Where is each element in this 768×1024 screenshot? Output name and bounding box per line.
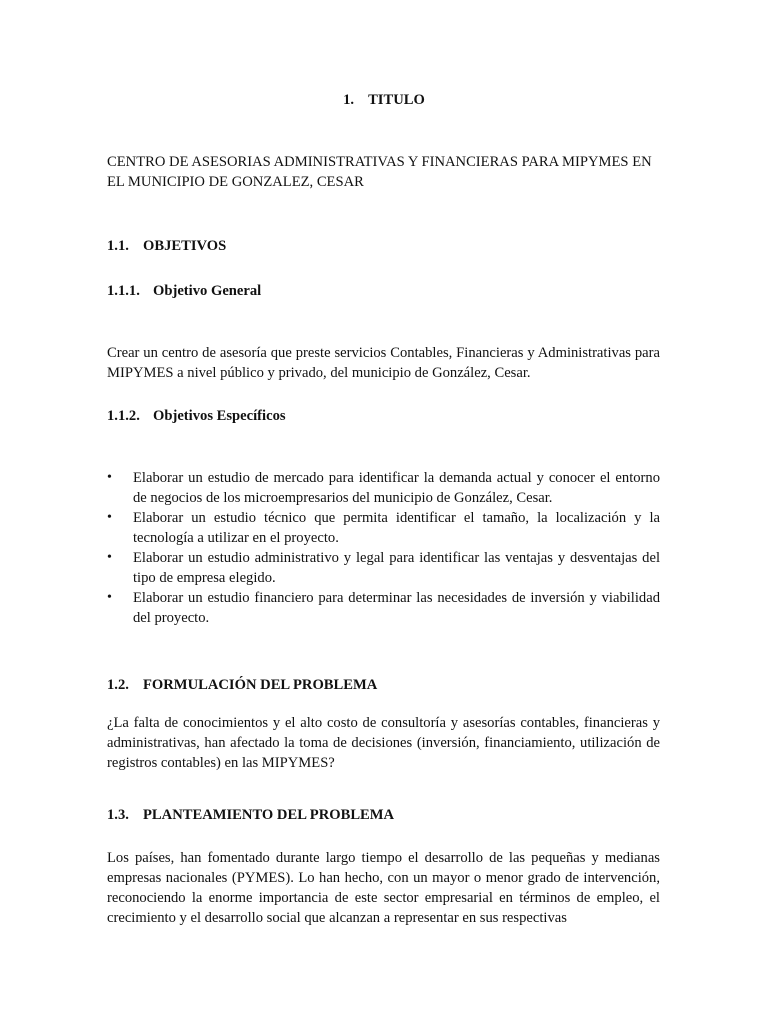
list-item-text: Elaborar un estudio de mercado para identificar la demanda actual y conocer el entorno de negocios de los microempresarios del municipio de González, Cesar. (133, 470, 660, 506)
bullet-icon: • (107, 470, 112, 485)
heading-objetivos-number: 1.1. (107, 238, 129, 254)
heading-formulacion-text: FORMULACIÓN DEL PROBLEMA (143, 677, 378, 693)
heading-objetivos-text: OBJETIVOS (143, 238, 227, 254)
heading-formulacion (107, 675, 660, 695)
heading-objetivo-general (107, 281, 660, 301)
problem-statement-paragraph: Los países, han fomentado durante largo tiempo el desarrollo de las pequeñas y medianas empresas nacionales (PYMES). Lo han hecho, con un mayor o menor grado de intervención, reconociendo la enorme importancia de este sector empresarial en términos de empleo, el crecimiento y el desarrollo social que alcanzan a representar en sus respectivas (107, 850, 660, 926)
project-title: CENTRO DE ASESORIAS ADMINISTRATIVAS Y FINANCIERAS PARA MIPYMES EN EL MUNICIPIO DE GONZALEZ, CESAR (107, 154, 652, 190)
list-item (107, 508, 660, 548)
heading-planteamiento (107, 805, 660, 825)
heading-formulacion-number: 1.2. (107, 677, 129, 693)
specific-objectives-list (107, 468, 660, 628)
general-objective-paragraph: Crear un centro de asesoría que preste servicios Contables, Financieras y Administrativas para MIPYMES a nivel público y privado, del municipio de González, Cesar. (107, 345, 660, 381)
heading-planteamiento-number: 1.3. (107, 807, 129, 823)
heading-objetivos-especificos (107, 406, 660, 426)
main-title (0, 90, 768, 110)
heading-objetivos-especificos-number: 1.1.2. (107, 408, 140, 424)
heading-objetivo-general-number: 1.1.1. (107, 283, 140, 299)
list-item-text: Elaborar un estudio administrativo y legal para identificar las ventajas y desventajas del tipo de empresa elegido. (133, 550, 660, 586)
main-title-text: TITULO (368, 92, 425, 108)
list-item (107, 588, 660, 628)
list-item-text: Elaborar un estudio financiero para determinar las necesidades de inversión y viabilidad del proyecto. (133, 590, 660, 626)
main-title-number: 1. (343, 92, 355, 108)
heading-objetivos-especificos-text: Objetivos Específicos (153, 408, 286, 424)
list-item (107, 548, 660, 588)
bullet-icon: • (107, 510, 112, 525)
list-item-text: Elaborar un estudio técnico que permita identificar el tamaño, la localización y la tecnología a utilizar en el proyecto. (133, 510, 660, 546)
bullet-icon: • (107, 590, 112, 605)
list-item (107, 468, 660, 508)
problem-question-paragraph: ¿La falta de conocimientos y el alto costo de consultoría y asesorías contables, financieras y administrativas, han afectado la toma de decisiones (inversión, financiamiento, utilización de registros contables) en las MIPYMES? (107, 715, 660, 771)
heading-objetivo-general-text: Objetivo General (153, 283, 262, 299)
heading-objetivos (107, 236, 660, 256)
bullet-icon: • (107, 550, 112, 565)
heading-planteamiento-text: PLANTEAMIENTO DEL PROBLEMA (143, 807, 395, 823)
